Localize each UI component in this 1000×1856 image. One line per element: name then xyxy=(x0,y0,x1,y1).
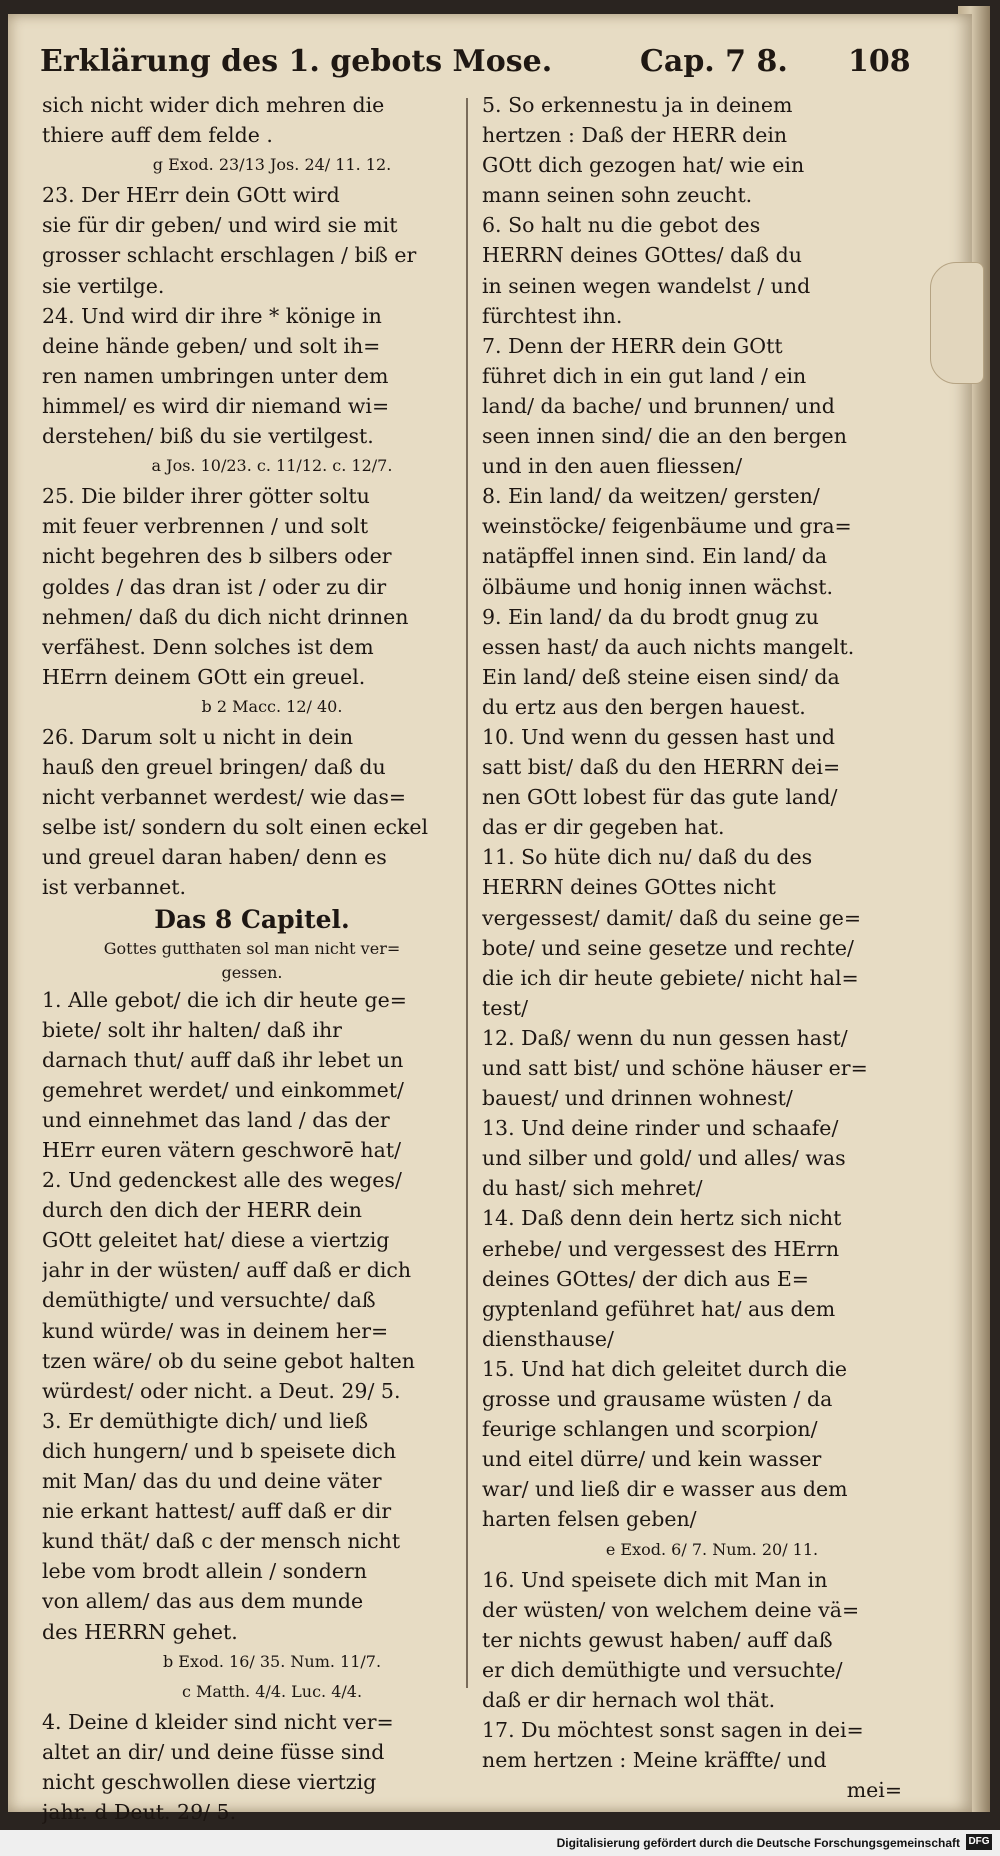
left-column-line: darnach thut/ auff daß ihr lebet un xyxy=(42,1047,404,1072)
right-column-line: der wüsten/ von welchem deine vä= xyxy=(482,1597,860,1622)
right-column-line: ölbäume und honig innen wächst. xyxy=(482,574,834,599)
right-column-line: 7. Denn der HERR dein GOtt xyxy=(482,333,783,358)
left-column-line: nehmen/ daß du dich nicht drinnen xyxy=(42,604,409,629)
running-header xyxy=(40,38,910,88)
left-column-line: sie vertilge. xyxy=(42,273,165,298)
left-column-line: GOtt geleitet hat/ diese a viertzig xyxy=(42,1228,390,1253)
right-column-line: 5. So erkennestu ja in deinem xyxy=(482,93,793,117)
left-column-line: tzen wäre/ ob du seine gebot halten xyxy=(42,1348,415,1373)
right-column-line: HERRN deines GOttes nicht xyxy=(482,875,776,900)
left-column-line: derstehen/ biß du sie vertilgest. xyxy=(42,424,374,449)
right-column-line: natäpffel innen sind. Ein land/ da xyxy=(482,544,828,569)
right-column-line: und eitel dürre/ und kein wasser xyxy=(482,1447,822,1472)
left-column-line: verfähest. Denn solches ist dem xyxy=(42,634,374,659)
chapter-label: Cap. 7 8. xyxy=(640,44,788,79)
right-column-line: mei= xyxy=(846,1778,902,1803)
left-column-line: demüthigte/ und versuchte/ daß xyxy=(42,1288,376,1313)
left-column-line: dich hungern/ und b speisete dich xyxy=(42,1438,397,1463)
right-column-line: Ein land/ deß steine eisen sind/ da xyxy=(482,664,840,689)
left-column-line: c Matth. 4/4. Luc. 4/4. xyxy=(181,1681,363,1701)
right-column-line: satt bist/ daß du den HERRN dei= xyxy=(482,755,841,780)
left-column-line: durch den dich der HERR dein xyxy=(42,1198,362,1223)
left-column-line: g Exod. 23/13 Jos. 24/ 11. 12. xyxy=(152,155,392,175)
right-column-line: land/ da bache/ und brunnen/ und xyxy=(482,393,835,418)
right-column-line: das er dir gegeben hat. xyxy=(482,815,725,840)
left-column-line: 24. Und wird dir ihre * könige in xyxy=(42,303,382,328)
left-column-line: Gottes gutthaten sol man nicht ver= xyxy=(103,938,401,958)
left-column-line: mit feuer verbrennen / und solt xyxy=(42,514,369,539)
left-column-line: b 2 Macc. 12/ 40. xyxy=(201,696,343,716)
right-column-line: gyptenland geführet hat/ aus dem xyxy=(482,1296,836,1321)
left-column-line: thiere auff dem felde . xyxy=(42,123,273,148)
right-column-line: fürchtest ihn. xyxy=(482,303,623,328)
right-column-line: 17. Du möchtest sonst sagen in dei= xyxy=(482,1718,864,1743)
page-number: 108 xyxy=(848,44,911,79)
left-column-line: und einnehmet das land / das der xyxy=(42,1107,390,1132)
right-column-line: mann seinen sohn zeucht. xyxy=(482,183,753,208)
right-column-line: feurige schlangen und scorpion/ xyxy=(482,1417,818,1442)
left-column-line: würdest/ oder nicht. a Deut. 29/ 5. xyxy=(42,1378,401,1403)
right-column-line: 13. Und deine rinder und schaafe/ xyxy=(482,1116,839,1141)
right-column-line: e Exod. 6/ 7. Num. 20/ 11. xyxy=(605,1539,819,1559)
left-column-line: des HERRN gehet. xyxy=(42,1619,238,1644)
right-column xyxy=(482,90,902,1805)
right-column-line: 14. Daß denn dein hertz sich nicht xyxy=(482,1206,842,1231)
left-column-line: 26. Darum solt u nicht in dein xyxy=(42,724,354,749)
footer-credit: Digitalisierung gefördert durch die Deutsche Forschungsgemeinschaft xyxy=(556,1836,960,1850)
right-column-line: du ertz aus den bergen hauest. xyxy=(482,694,806,719)
left-column-line: altet an dir/ und deine füsse sind xyxy=(42,1739,385,1764)
right-column-line: essen hast/ da auch nichts mangelt. xyxy=(482,634,855,659)
right-column-line: die ich dir heute gebiete/ nicht hal= xyxy=(482,965,859,990)
right-column-line: 12. Daß/ wenn du nun gessen hast/ xyxy=(482,1025,848,1050)
right-column-line: erhebe/ und vergessest des HErrn xyxy=(482,1236,840,1261)
left-column-line: 4. Deine d kleider sind nicht ver= xyxy=(42,1709,394,1734)
right-column-line: 16. Und speisete dich mit Man in xyxy=(482,1567,828,1592)
left-column-line: nicht verbannet werdest/ wie das= xyxy=(42,785,407,810)
dfg-logo: DFG xyxy=(966,1834,992,1850)
right-column-line: in seinen wegen wandelst / und xyxy=(482,273,811,298)
left-column-line: a Jos. 10/23. c. 11/12. c. 12/7. xyxy=(151,456,393,476)
right-column-line: diensthause/ xyxy=(482,1326,614,1351)
column-divider xyxy=(466,98,468,1688)
left-column-line: selbe ist/ sondern du solt einen eckel xyxy=(42,815,429,840)
right-column-line: 9. Ein land/ da du brodt gnug zu xyxy=(482,604,819,629)
left-column-line: kund würde/ was in deinem her= xyxy=(42,1318,389,1343)
right-column-line: bote/ und seine gesetze und rechte/ xyxy=(482,935,854,960)
digitization-footer xyxy=(0,1830,1000,1856)
left-column-line: 1. Alle gebot/ die ich dir heute ge= xyxy=(42,987,407,1012)
left-column-line: lebe vom brodt allein / sondern xyxy=(42,1559,367,1584)
left-column-line: und greuel daran haben/ denn es xyxy=(42,845,387,870)
left-column-line: deine hände geben/ und solt ih= xyxy=(42,333,381,358)
right-column-line: du hast/ sich mehret/ xyxy=(482,1176,703,1201)
left-column-line: 2. Und gedenckest alle des weges/ xyxy=(42,1168,402,1193)
left-column-line: grosser schlacht erschlagen / biß er xyxy=(42,243,417,268)
right-column-line: 10. Und wenn du gessen hast und xyxy=(482,724,836,749)
left-column-line: ren namen umbringen unter dem xyxy=(42,363,389,388)
right-column-line: weinstöcke/ feigenbäume und gra= xyxy=(482,514,852,539)
left-column-line: jahr in der wüsten/ auff daß er dich xyxy=(42,1258,412,1283)
left-column-line: von allem/ das aus dem munde xyxy=(42,1589,364,1614)
left-column-line: biete/ solt ihr halten/ daß ihr xyxy=(42,1017,342,1042)
right-column-line: deines GOttes/ der dich aus E= xyxy=(482,1266,809,1291)
left-column-line: jahr. d Deut. 29/ 5. xyxy=(42,1800,237,1825)
right-column-line: HERRN deines GOttes/ daß du xyxy=(482,243,802,268)
right-column-line: und silber und gold/ und alles/ was xyxy=(482,1146,846,1171)
left-column-line: HErrn deinem GOtt ein greuel. xyxy=(42,664,366,689)
left-column-line: nicht geschwollen diese viertzig xyxy=(42,1769,377,1794)
right-column-line: test/ xyxy=(482,995,529,1020)
right-column-line: vergessest/ damit/ daß du seine ge= xyxy=(482,905,862,930)
left-column-line: 25. Die bilder ihrer götter soltu xyxy=(42,484,370,509)
left-column-line: nicht begehren des b silbers oder xyxy=(42,544,392,569)
right-column-line: 11. So hüte dich nu/ daß du des xyxy=(482,845,813,870)
left-column-line: Das 8 Capitel. xyxy=(154,904,350,934)
right-column-line: GOtt dich gezogen hat/ wie ein xyxy=(482,153,805,178)
left-column-line: sich nicht wider dich mehren die xyxy=(42,93,385,117)
left-column-line: gemehret werdet/ und einkommet/ xyxy=(42,1077,404,1102)
right-column-line: 8. Ein land/ da weitzen/ gersten/ xyxy=(482,484,820,509)
left-column-line: b Exod. 16/ 35. Num. 11/7. xyxy=(162,1651,382,1671)
left-column-line: mit Man/ das du und deine väter xyxy=(42,1469,382,1494)
right-column-line: und in den auen fliessen/ xyxy=(482,454,743,479)
left-column-line: nie erkant hattest/ auff daß er dir xyxy=(42,1499,392,1524)
right-column-line: 6. So halt nu die gebot des xyxy=(482,213,761,238)
left-column-line: ist verbannet. xyxy=(42,875,186,900)
left-column-line: hauß den greuel bringen/ daß du xyxy=(42,755,386,780)
left-column-line: HErr euren vätern geschworē hat/ xyxy=(42,1138,402,1162)
running-title: Erklärung des 1. gebots Mose. xyxy=(40,44,553,79)
left-column-line: 23. Der HErr dein GOtt wird xyxy=(42,183,340,208)
right-column-line: ter nichts gewust haben/ auff daß xyxy=(482,1627,833,1652)
right-column-line: harten felsen geben/ xyxy=(482,1507,697,1532)
right-column-line: nen GOtt lobest für das gute land/ xyxy=(482,785,838,810)
left-column-line: himmel/ es wird dir niemand wi= xyxy=(42,393,390,418)
left-column xyxy=(42,90,462,1827)
right-column-line: und satt bist/ und schöne häuser er= xyxy=(482,1056,868,1080)
right-column-line: war/ und ließ dir e wasser aus dem xyxy=(482,1477,848,1502)
right-column-line: grosse und grausame wüsten / da xyxy=(482,1387,833,1412)
right-column-line: führet dich in ein gut land / ein xyxy=(482,363,807,388)
right-column-line: nem hertzen : Meine kräffte/ und xyxy=(482,1748,827,1773)
right-column-line: er dich demüthigte und versuchte/ xyxy=(482,1657,843,1682)
left-column-line: 3. Er demüthigte dich/ und ließ xyxy=(42,1408,369,1433)
left-column-line: sie für dir geben/ und wird sie mit xyxy=(42,213,398,238)
right-column-line: hertzen : Daß der HERR dein xyxy=(482,123,788,148)
right-column-line: 15. Und hat dich geleitet durch die xyxy=(482,1356,848,1381)
right-column-line: bauest/ und drinnen wohnest/ xyxy=(482,1086,793,1111)
left-column-line: gessen. xyxy=(221,962,283,982)
left-column-line: goldes / das dran ist / oder zu dir xyxy=(42,574,387,599)
left-column-line: kund thät/ daß c der mensch nicht xyxy=(42,1529,401,1554)
thumb-index-tab xyxy=(930,262,984,384)
right-column-line: seen innen sind/ die an den bergen xyxy=(482,424,847,449)
right-column-line: daß er dir hernach wol thät. xyxy=(482,1687,776,1712)
